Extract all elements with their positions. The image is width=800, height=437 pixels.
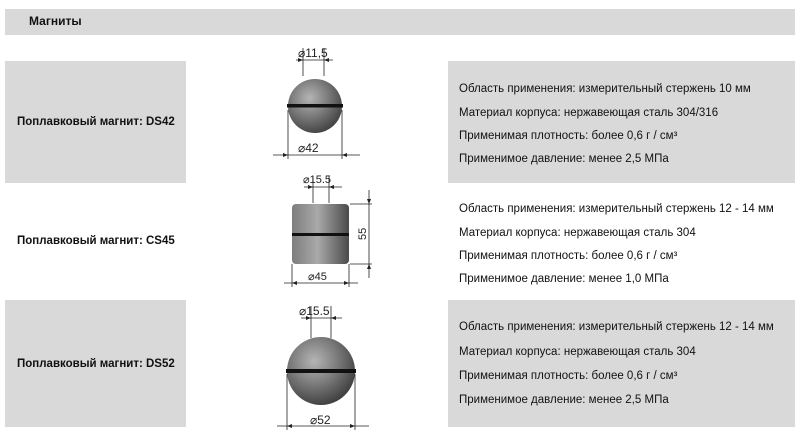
- ds52-specs-panel: [448, 300, 795, 427]
- cs45-spec-density: Применимая плотность: более 0,6 г / см³: [459, 250, 678, 262]
- ds42-bottom-dimension: ⌀42: [298, 141, 319, 155]
- product-name-ds42-cell: [5, 61, 186, 183]
- cs45-top-dimension: ⌀15.5: [303, 174, 332, 186]
- ds42-spec-material: Материал корпуса: нержавеющая сталь 304/316: [459, 107, 719, 119]
- section-title: Магниты: [29, 14, 82, 28]
- cs45-bottom-dimension: ⌀45: [308, 271, 327, 283]
- section-header: [5, 9, 795, 35]
- ds42-spec-density: Применимая плотность: более 0,6 г / см³: [459, 130, 678, 142]
- ds42-drawing: [270, 44, 370, 164]
- ds42-spec-application: Область применения: измерительный стержень 10 мм: [459, 83, 751, 95]
- product-name-ds52-cell: [5, 300, 186, 427]
- ds52-bottom-dimension: ⌀52: [310, 413, 331, 427]
- ds52-spec-density: Применимая плотность: более 0,6 г / см³: [459, 370, 678, 382]
- product-name-ds42: Поплавковый магнит: DS42: [17, 116, 175, 128]
- cs45-spec-application: Область применения: измерительный стержень 12 - 14 мм: [459, 203, 774, 215]
- cs45-spec-material: Материал корпуса: нержавеющая сталь 304: [459, 227, 696, 239]
- product-name-cs45-cell: [5, 193, 186, 289]
- cs45-specs-panel: [448, 193, 795, 289]
- cs45-side-dimension: 55: [357, 227, 369, 240]
- cs45-spec-pressure: Применимое давление: менее 1,0 МПа: [459, 273, 669, 285]
- ds52-spec-pressure: Применимое давление: менее 2,5 МПа: [459, 394, 669, 406]
- ds52-spec-application: Область применения: измерительный стержень 12 - 14 мм: [459, 321, 774, 333]
- ds52-top-dimension: ⌀15.5: [299, 304, 330, 318]
- product-name-ds52: Поплавковый магнит: DS52: [17, 357, 175, 370]
- ds42-top-dimension: ⌀11,5: [298, 46, 328, 60]
- cs45-drawing: [280, 170, 385, 290]
- product-name-cs45: Поплавковый магнит: CS45: [17, 235, 175, 247]
- ds52-drawing: [272, 298, 382, 437]
- ds52-spec-material: Материал корпуса: нержавеющая сталь 304: [459, 346, 696, 358]
- ds42-spec-pressure: Применимое давление: менее 2,5 МПа: [459, 153, 669, 165]
- ds42-specs-panel: [448, 61, 795, 183]
